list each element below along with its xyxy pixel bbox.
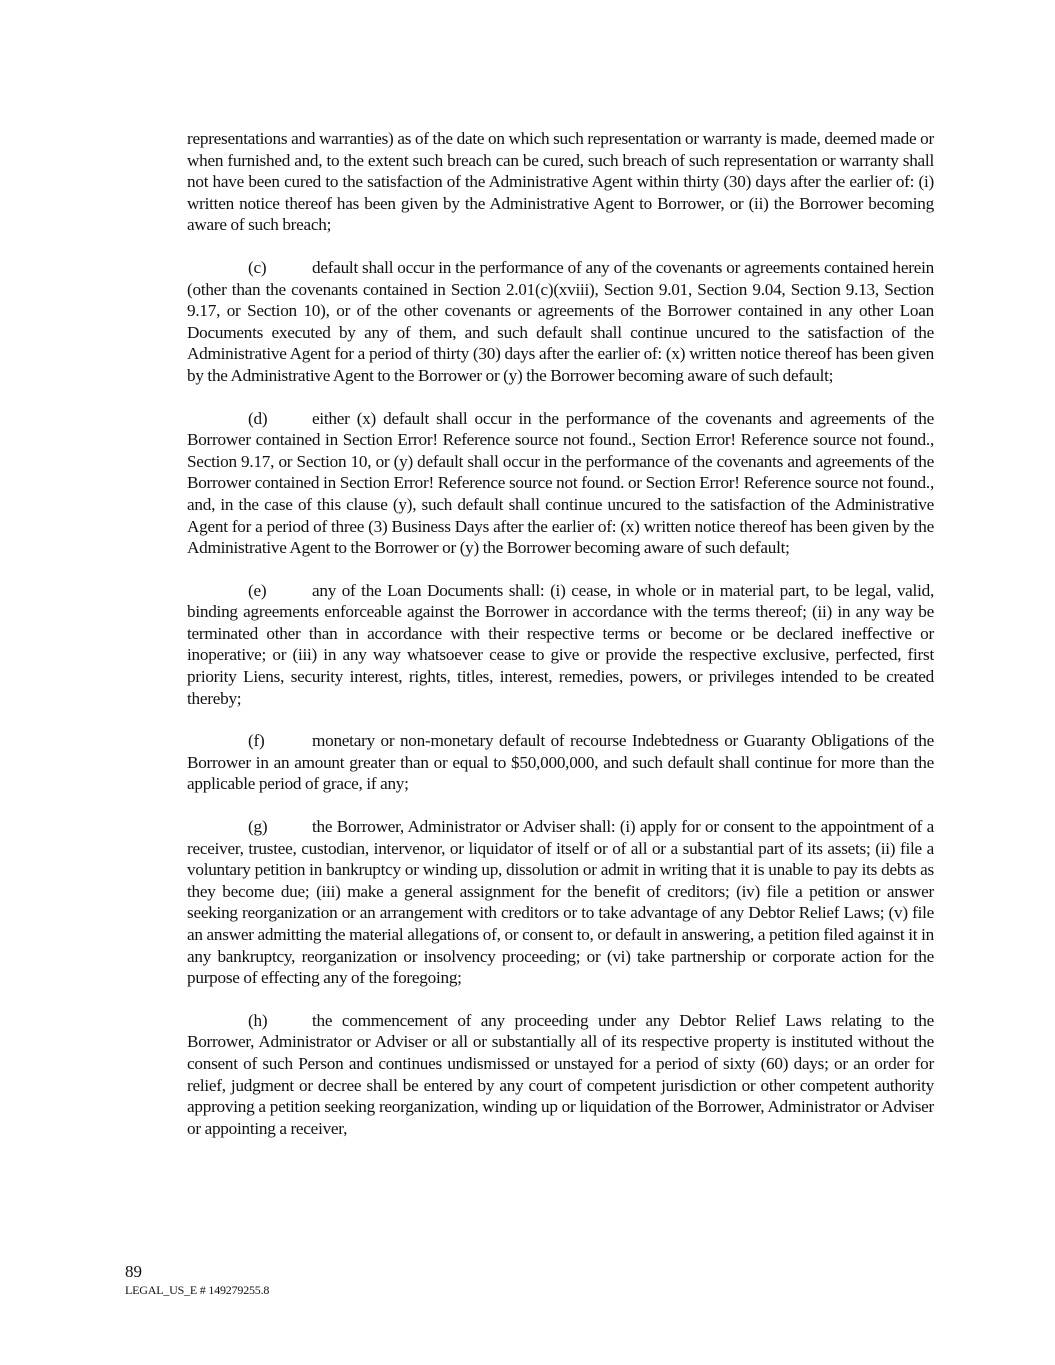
page-number: 89 xyxy=(125,1262,142,1281)
clause-label: (g) xyxy=(248,817,268,837)
clause-label: (h) xyxy=(248,1010,268,1030)
clause-label: (d) xyxy=(248,408,268,428)
clause-g xyxy=(187,816,934,989)
document-id: LEGAL_US_E # 149279255.8 xyxy=(125,1283,270,1297)
clause-text: the commencement of any proceeding under any Debtor Relief Laws relating to the Borrower, Administrator or Adviser or all or substantially all of its respective property is instituted without the consent of such Person and continues undismissed or unstayed for a period of sixty (60) days; or an order for relief, judgment or decree shall be entered by any court of competent jurisdiction or other competent authority approving a petition seeking reorganization, winding up or liquidation of the Borrower, Administrator or Adviser or appointing a receiver, xyxy=(187,1010,934,1138)
clause-d xyxy=(187,408,934,559)
clause-text: default shall occur in the performance of any of the covenants or agreements contained herein (other than the covenants contained in Section 2.01(c)(xviii), Section 9.01, Section 9.04, Section 9.13, Section 9.17, or Section 10), or of the other covenants or agreements of the Borrower contained in any other Loan Documents executed by any of them, and such default shall continue uncured to the satisfaction of the Administrative Agent for a period of thirty (30) days after the earlier of: (x) written notice thereof has been given by the Administrative Agent to the Borrower or (y) the Borrower becoming aware of such default; xyxy=(187,257,934,385)
clause-h xyxy=(187,1010,934,1140)
document-body xyxy=(187,128,934,1160)
clause-c xyxy=(187,257,934,387)
clause-label: (c) xyxy=(248,257,267,277)
clause-label: (f) xyxy=(248,731,265,751)
clause-text: either (x) default shall occur in the performance of the covenants and agreements of the Borrower contained in Section Error! Reference source not found., Section Error! Reference source not found., Section 9.17, or Section 10, or (y) default shall occur in the performance of the covenants and agreements of the Borrower contained in Section Error! Reference source not found. or Section Error! Reference source not found., and, in the case of this clause (y), such default shall continue uncured to the satisfaction of the Administrative Agent for a period of three (3) Business Days after the earlier of: (x) written notice thereof has been given by the Administrative Agent to the Borrower or (y) the Borrower becoming aware of such default; xyxy=(187,408,934,558)
clause-f xyxy=(187,730,934,795)
page-footer xyxy=(125,1262,269,1298)
clause-text: the Borrower, Administrator or Adviser shall: (i) apply for or consent to the appointment of a receiver, trustee, custodian, intervenor, or liquidator of itself or of all or a substantial part of its assets; (ii) file a voluntary petition in bankruptcy or winding up, dissolution or admit in writing that it is unable to pay its debts as they become due; (iii) make a general assignment for the benefit of creditors; (iv) file a petition or answer seeking reorganization or an arrangement with creditors or to take advantage of any Debtor Relief Laws; (v) file an answer admitting the material allegations of, or consent to, or default in answering, a petition filed against it in any bankruptcy, reorganization or insolvency proceeding; or (vi) take partnership or corporate action for the purpose of effecting any of the foregoing; xyxy=(187,817,934,988)
intro-paragraph: representations and warranties) as of the date on which such representation or warranty is made, deemed made or when furnished and, to the extent such breach can be cured, such breach of such representation or warranty shall not have been cured to the satisfaction of the Administrative Agent within thirty (30) days after the earlier of: (i) written notice thereof has been given by the Administrative Agent to Borrower, or (ii) the Borrower becoming aware of such breach; xyxy=(187,129,934,235)
clause-label: (e) xyxy=(248,580,267,600)
clause-text: monetary or non-monetary default of recourse Indebtedness or Guaranty Obligations of the Borrower in an amount greater than or equal to $50,000,000, and such default shall continue for more than the applicable period of grace, if any; xyxy=(187,731,934,794)
clause-e xyxy=(187,580,934,710)
clause-text: any of the Loan Documents shall: (i) cease, in whole or in material part, to be legal, valid, binding agreements enforceable against the Borrower in accordance with the terms thereof; (ii) in any way be terminated other than in accordance with their respective terms or become or be declared ineffective or inoperative; or (iii) in any way whatsoever cease to give or provide the respective exclusive, perfected, first priority Liens, security interest, rights, titles, interest, remedies, powers, or privileges intended to be created thereby; xyxy=(187,580,934,708)
